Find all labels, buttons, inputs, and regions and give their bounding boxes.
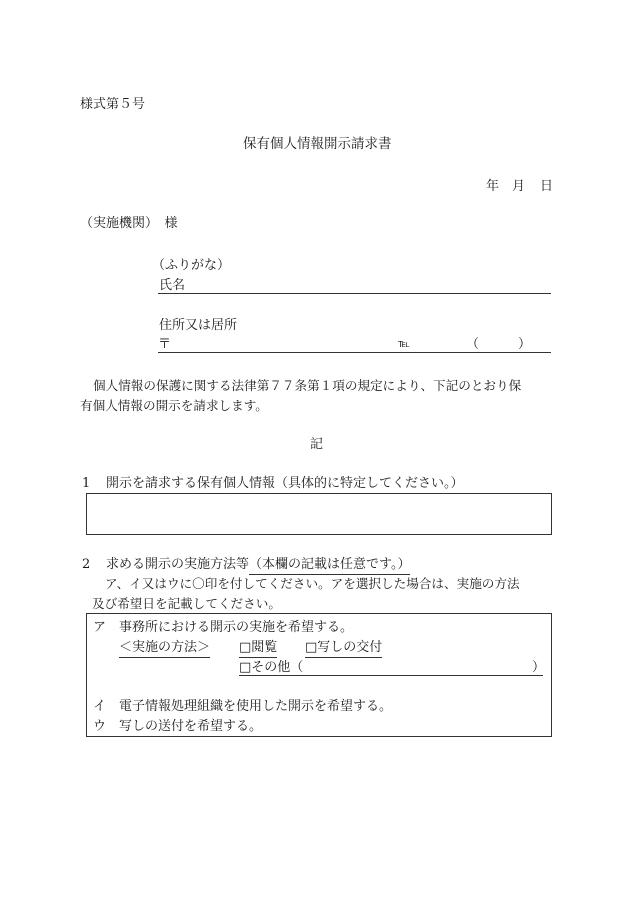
ki-heading: 記 bbox=[310, 437, 324, 452]
tel-area-code-paren: （ ） bbox=[466, 337, 532, 352]
section-2-heading bbox=[106, 558, 410, 571]
date-year-label: 年 bbox=[486, 179, 500, 194]
address-label: 住所又は居所 bbox=[159, 318, 238, 333]
section-1-heading: 開示を請求する保有個人情報（具体的に特定してください。） bbox=[106, 476, 464, 491]
form-title: 保有個人情報開示請求書 bbox=[243, 136, 392, 152]
option-a-marker[interactable]: ア bbox=[93, 620, 107, 635]
instruction-line-2: 及び希望日を記載してください。 bbox=[92, 596, 281, 611]
section-1-number: 1 bbox=[82, 476, 91, 491]
name-field-line[interactable] bbox=[158, 293, 551, 294]
option-i-text: 電子情報処理組織を使用した開示を希望する。 bbox=[119, 699, 393, 714]
date-day-label: 日 bbox=[540, 179, 554, 194]
checkbox-other[interactable]: □その他（ bbox=[239, 660, 304, 675]
intro-line-1: 個人情報の保護に関する法律第７７条第１項の規定により、下記のとおり保 bbox=[93, 378, 522, 393]
checkbox-viewing[interactable]: □閲覧 bbox=[239, 641, 277, 654]
section-2-heading-main: 求める開示の実施方法等 bbox=[106, 557, 250, 572]
other-method-line[interactable] bbox=[239, 675, 543, 676]
option-u-marker[interactable]: ウ bbox=[93, 719, 107, 734]
date-month-label: 月 bbox=[512, 179, 526, 194]
option-a-text: 事務所における開示の実施を希望する。 bbox=[119, 620, 354, 635]
instruction-line-1: ア、イ又はウに〇印を付してください。アを選択した場合は、実施の方法 bbox=[105, 576, 520, 591]
requested-info-box[interactable] bbox=[86, 493, 552, 535]
other-close-paren: ） bbox=[532, 660, 546, 675]
method-label: ＜実施の方法＞ bbox=[119, 641, 210, 654]
intro-line-2: 有個人情報の開示を請求します。 bbox=[80, 398, 268, 413]
option-u-text: 写しの送付を希望する。 bbox=[119, 719, 263, 734]
option-i-marker[interactable]: イ bbox=[93, 699, 107, 714]
section-2-number: 2 bbox=[82, 557, 91, 572]
tel-mark: ℡ bbox=[398, 337, 410, 350]
furigana-label: （ふりがな） bbox=[152, 258, 231, 273]
postal-mark: 〒 bbox=[158, 337, 172, 352]
address-field-line[interactable] bbox=[158, 352, 551, 353]
name-label: 氏名 bbox=[159, 278, 186, 293]
section-2-optional-note: （本欄の記載は任意です。） bbox=[249, 557, 410, 575]
checkbox-copy[interactable]: □写しの交付 bbox=[305, 641, 382, 654]
method-selection-box bbox=[86, 613, 552, 737]
form-number: 様式第５号 bbox=[80, 97, 146, 112]
addressee: （実施機関） 様 bbox=[80, 216, 178, 231]
